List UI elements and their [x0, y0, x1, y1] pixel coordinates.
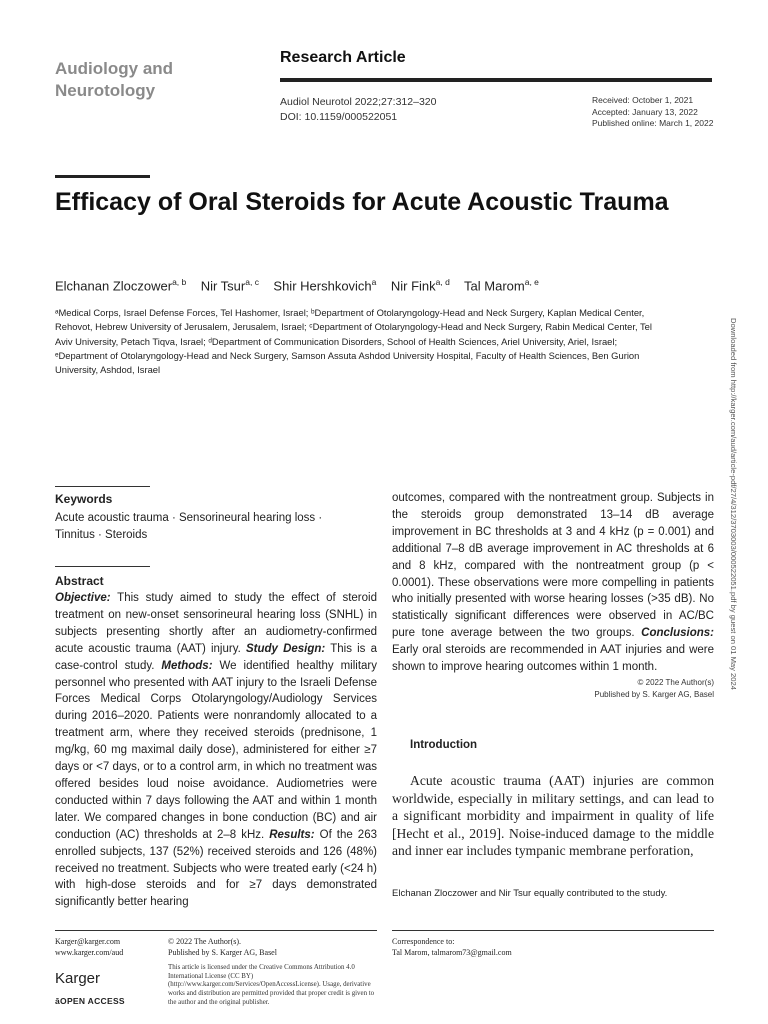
copyright-line2: Published by S. Karger AG, Basel	[594, 690, 714, 699]
design-label: Study Design:	[245, 642, 326, 655]
design-text: This is a case-control study.	[55, 642, 377, 672]
header-rule	[280, 78, 712, 82]
abstract-copyright	[592, 677, 714, 701]
footer-rule-left	[55, 930, 377, 931]
objective-label: Objective:	[55, 592, 111, 604]
footer-copyright	[168, 937, 277, 958]
author-name: Nir Fink	[390, 278, 436, 294]
correspondence-label: Correspondence to:	[392, 937, 455, 946]
author-name: Elchanan Zloczower	[55, 278, 173, 294]
keywords-text: Acute acoustic trauma · Sensorineural hearing loss · Tinnitus · Steroids	[55, 512, 323, 541]
download-notice[interactable]: Downloaded from http://karger.com/aud/article-pdf/27/4/312/3703003/000522051.pdf by guest on 01 May 2024	[729, 318, 738, 690]
footer-copyright-line1: © 2022 The Author(s).	[168, 937, 242, 946]
license-text: This article is licensed under the Creative Commons Attribution 4.0 International License (CC BY) (http://www.karger.com/Services/OpenAccessLicense). Usage, derivative works and distribution are permitted provided that proper credit is given to the author and the original publisher.	[168, 964, 375, 1006]
equal-contribution-note: Elchanan Zloczower and Nir Tsur equally contributed to the study.	[392, 888, 668, 899]
conclusions-text: Early oral steroids are recommended in AAT injuries and were shown to improve hearing outcomes within 1 month.	[392, 644, 714, 674]
introduction-text: Acute acoustic trauma (AAT) injuries are common worldwide, especially in military settings, and can lead to a significant morbidity and impairment in quality of life [Hecht et al., 2019]. Noise-induced damage to the middle and inner ear includes tympanic membrane perforation,	[392, 773, 714, 859]
author-affil-sup: a, d	[435, 277, 450, 287]
karger-logo	[55, 970, 100, 987]
results-text: Of the 263 enrolled subjects, 137 (52%) received steroids and 126 (48%) received no treatment. Subjects who were treated early (<24 h) with high-dose steroids and for ≥7 days demonstrated significantly better hearing	[55, 828, 377, 909]
open-access-icon: ā	[55, 996, 61, 1006]
abstract-column-2	[392, 490, 714, 676]
correspondence	[392, 937, 512, 958]
article-title: Efficacy of Oral Steroids for Acute Acoustic Trauma	[55, 188, 669, 216]
author-list	[55, 277, 539, 293]
journal-name-line1: Audiology and	[55, 59, 174, 78]
copyright-line1: © 2022 The Author(s)	[637, 678, 714, 687]
download-sidebar	[724, 318, 744, 698]
journal-name-line2: Neurotology	[55, 81, 156, 100]
citation-line1: Audiol Neurotol 2022;27:312–320	[280, 96, 437, 108]
author-name: Shir Hershkovich	[273, 278, 372, 294]
objective-text: This study aimed to study the effect of steroid treatment on new-onset sensorineural hearing loss (SNHL) in subjects presenting shortly after an audiometry-confirmed acute acoustic trauma (AAT) injury.	[55, 592, 377, 655]
article-dates	[592, 95, 713, 130]
results-continued: outcomes, compared with the nontreatment group. Subjects in the steroids group demonstrated 13–14 dB average improvement in BC thresholds at 3 and 4 kHz (p = 0.001) and additional 7–8 dB average improvement in AC thresholds at 6 and 8 kHz, compared with the nontreatment group (p < 0.0001). These observations were more compelling in patients who initially presented with worse hearing losses (>35 dB). No statistically significant differences were observed in AC/BC pure tone average between the two groups.	[392, 492, 714, 640]
published-date: Published online: March 1, 2022	[592, 118, 714, 128]
methods-label: Methods:	[161, 659, 213, 672]
publisher-email[interactable]: Karger@karger.com	[55, 937, 121, 946]
publisher-contact	[55, 937, 123, 958]
citation	[280, 95, 436, 125]
open-access-badge	[55, 996, 125, 1006]
keywords-heading: Keywords	[55, 492, 113, 506]
abstract-column-1	[55, 590, 377, 911]
journal-website[interactable]: www.karger.com/aud	[55, 947, 124, 957]
citation-doi[interactable]: DOI: 10.1159/000522051	[280, 111, 398, 123]
journal-name	[55, 58, 205, 102]
author-affil-sup: a, c	[245, 277, 259, 287]
received-date: Received: October 1, 2021	[592, 95, 694, 105]
article-type: Research Article	[280, 49, 406, 66]
author-affil-sup: a, b	[172, 277, 187, 287]
accepted-date: Accepted: January 13, 2022	[592, 106, 698, 117]
author-name: Nir Tsur	[200, 278, 246, 294]
conclusions-label: Conclusions:	[641, 627, 714, 640]
abstract-heading: Abstract	[55, 574, 104, 588]
author-name: Tal Marom	[464, 278, 525, 294]
footer-rule-right	[392, 930, 714, 931]
author-affil-sup: a	[371, 277, 377, 287]
open-access-label: OPEN ACCESS	[60, 996, 125, 1006]
correspondence-contact[interactable]: Tal Marom, talmarom73@gmail.com	[392, 947, 512, 957]
affiliations: ᵃMedical Corps, Israel Defense Forces, Tel Hashomer, Israel; ᵇDepartment of Otolaryngology-Head and Neck Surgery, Kaplan Medical Center, Rehovot, Hebrew University of Jerusalem, Jerusalem, Israel; ᶜDepartment of Otolaryngology-Head and Neck Surgery, Rabin Medical Center, Tel Aviv University, Petach Tiqva, Israel; ᵈDepartment of Communication Disorders, School of Health Sciences, Ariel University, Ariel, Israel; ᵉDepartment of Otolaryngology-Head and Neck Surgery, Samson Assuta Ashdod University Hospital, Faculty of Health Sciences, Ben Gurion University, Ashdod, Israel	[55, 307, 652, 376]
footer-copyright-line2: Published by S. Karger AG, Basel	[168, 947, 277, 957]
abstract-rule	[55, 566, 150, 567]
title-rule	[55, 175, 150, 178]
results-label: Results:	[269, 828, 315, 841]
introduction-heading: Introduction	[410, 739, 478, 751]
keywords-rule	[55, 486, 150, 487]
karger-logo-text: Karger	[55, 970, 101, 987]
methods-text: We identified healthy military personnel who presented with AAT injury to the Israeli Defense Forces Medical Corps Otolaryngology/Audiology Services during 2016–2020. Patients were nonrandomly allocated to a treatment arm, where they received steroids (prednisone, 1 mg/kg, 60 mg maximal daily dose), administered for either ≥7 days or <7 days, or to a control arm, in which no treatment was offered besides loud noise avoidance. Audiometries were conducted within 7 days following the AAT and within 1 month later. We compared changes in bone conduction (BC) and air conduction (AC) thresholds at 2–8 kHz.	[55, 659, 377, 841]
author-affil-sup: a, e	[524, 277, 539, 287]
